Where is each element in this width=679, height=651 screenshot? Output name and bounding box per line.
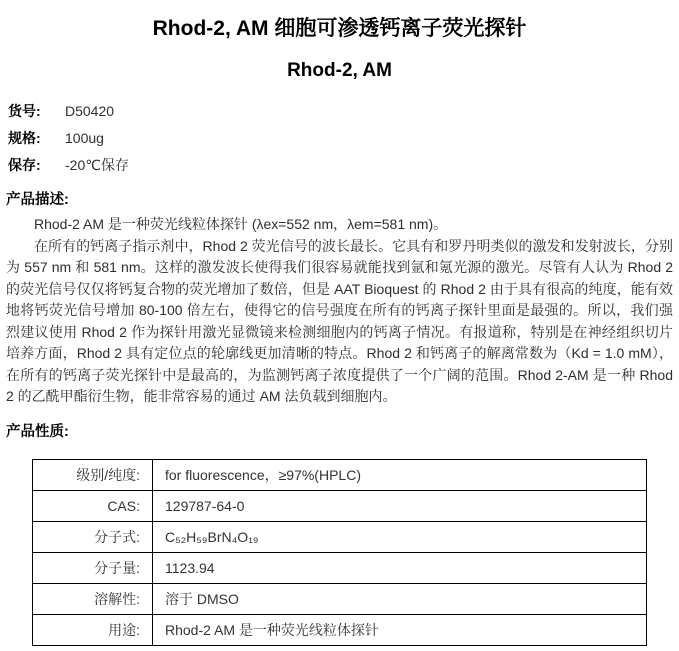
grade-purity-value: for fluorescence，≥97%(HPLC) bbox=[153, 459, 647, 490]
table-row-grade bbox=[33, 459, 647, 490]
table-row-application bbox=[33, 614, 647, 645]
molecular-formula-value: C₅₂H₅₉BrN₄O₁₉ bbox=[153, 521, 647, 552]
size-value: 100ug bbox=[65, 130, 104, 146]
description-paragraph-2: 在所有的钙离子指示剂中，Rhod 2 荧光信号的波长最长。它具有和罗丹明类似的激发和发射波长，分别为 557 nm 和 581 nm。这样的激发波长使得我们很容易就能找到氩和氪光源的激光。尽管有人认为 Rhod 2 的荧光信号仅仅将钙复合物的荧光增加了数倍，但是 AAT Bioquest 的 Rhod 2 由于具有很高的纯度，能有效地将钙荧光信号增加 80-100 倍左右，使得它的信号强度在所有的钙离子探针里面是最强的。所以，我们强烈建议使用 Rhod 2 作为探针用激光显微镜来检测细胞内的钙离子情况。有报道称，特别是在神经组织切片培养方面，Rhod 2 具有定位点的轮廓线更加清晰的特点。Rhod 2 和钙离子的解离常数为（Kd = 1.0 mM），在所有的钙离子荧光探针中是最高的，为监测钙离子浓度提供了一个广阔的范围。Rhod 2-AM 是一种 Rhod 2 的乙酰甲酯衍生物，能非常容易的通过 AM 法负载到细胞内。 bbox=[6, 237, 673, 404]
application-value: Rhod-2 AM 是一种荧光线粒体探针 bbox=[153, 614, 647, 645]
info-row-catalog bbox=[6, 98, 673, 125]
storage-value: -20℃保存 bbox=[65, 157, 129, 173]
table-row-formula bbox=[33, 521, 647, 552]
page-title: Rhod-2, AM 细胞可渗透钙离子荧光探针 bbox=[152, 17, 527, 40]
molecular-formula-label: 分子式: bbox=[33, 521, 153, 552]
grade-purity-label: 级别/纯度: bbox=[33, 459, 153, 490]
info-row-storage bbox=[6, 152, 673, 179]
description-heading: 产品描述: bbox=[6, 192, 69, 208]
description-body bbox=[6, 214, 673, 408]
cas-label: CAS: bbox=[33, 490, 153, 521]
molecular-weight-value: 1123.94 bbox=[153, 552, 647, 583]
solubility-label: 溶解性: bbox=[33, 583, 153, 614]
properties-table bbox=[32, 459, 647, 646]
storage-label: 保存: bbox=[8, 157, 41, 173]
table-row-cas bbox=[33, 490, 647, 521]
application-label: 用途: bbox=[33, 614, 153, 645]
table-row-solubility bbox=[33, 583, 647, 614]
size-label: 规格: bbox=[8, 130, 41, 146]
page-subtitle: Rhod-2, AM bbox=[287, 60, 392, 81]
molecular-weight-label: 分子量: bbox=[33, 552, 153, 583]
catalog-number-label: 货号: bbox=[8, 103, 41, 119]
catalog-number-value: D50420 bbox=[65, 103, 115, 119]
table-row-weight bbox=[33, 552, 647, 583]
cas-value: 129787-64-0 bbox=[153, 490, 647, 521]
product-info-block bbox=[6, 98, 673, 179]
info-row-size bbox=[6, 125, 673, 152]
properties-heading: 产品性质: bbox=[6, 423, 69, 440]
description-paragraph-1: Rhod-2 AM 是一种荧光线粒体探针 (λex=552 nm，λem=581 nm)。 bbox=[34, 216, 448, 232]
solubility-value: 溶于 DMSO bbox=[153, 583, 647, 614]
